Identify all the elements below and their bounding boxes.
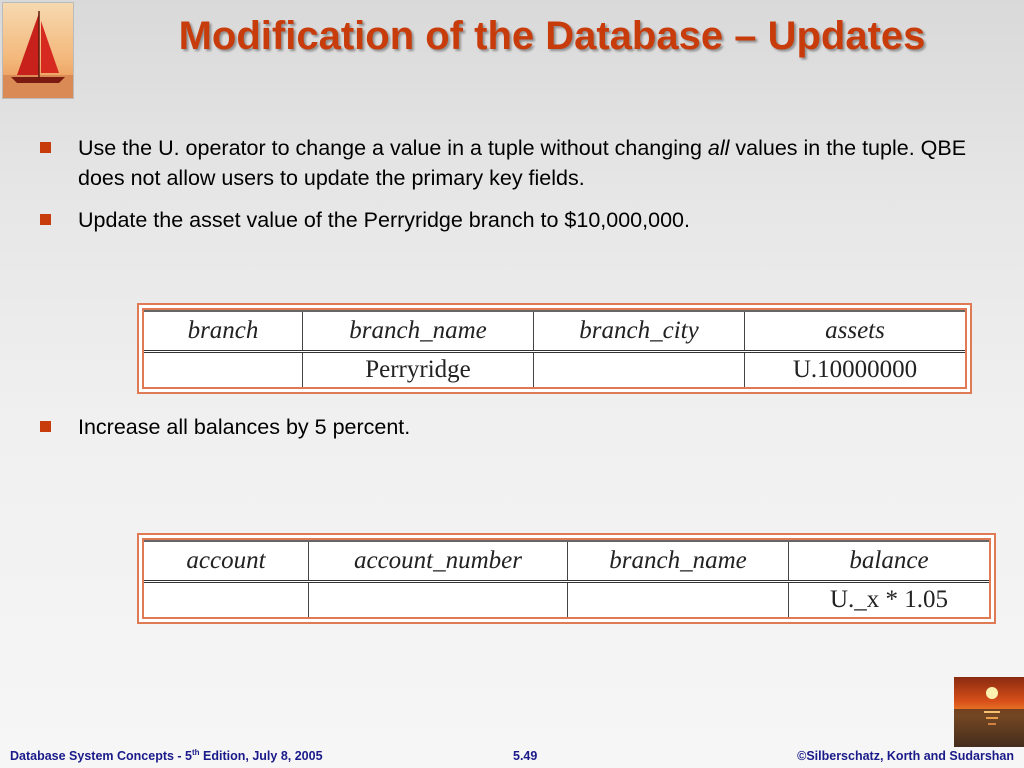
slide-title: Modification of the Database – Updates — [178, 14, 926, 58]
footer-left-text: Database System Concepts - 5 — [10, 749, 193, 763]
column-header: branch — [144, 311, 303, 352]
footer-left — [10, 748, 323, 763]
column-header: branch_name — [568, 541, 789, 582]
column-header: account_number — [309, 541, 568, 582]
sunset-icon — [954, 677, 1024, 747]
bullet-text-emphasis: all — [707, 136, 730, 160]
table-cell — [309, 582, 568, 618]
bullet-square-icon — [40, 421, 51, 432]
table-cell — [144, 352, 303, 388]
footer-right: ©Silberschatz, Korth and Sudarshan — [797, 749, 1014, 763]
account-qbe-table — [137, 533, 996, 624]
footer-left-rest: Edition, July 8, 2005 — [199, 749, 323, 763]
bullet-text-part: values in the tuple. QBE does not allow users to update the primary key fields. — [78, 136, 967, 190]
table-cell — [144, 582, 309, 618]
table-cell: Perryridge — [303, 352, 534, 388]
bullet-text: Update the asset value of the Perryridge branch to $10,000,000. — [78, 208, 690, 232]
table-cell — [534, 352, 745, 388]
column-header: assets — [745, 311, 966, 352]
bullet-item — [40, 133, 980, 193]
bullet-text-part: Use the U. operator to change a value in a tuple without changing — [78, 136, 708, 160]
sailboat-icon — [2, 2, 74, 99]
footer-left-sup: th — [192, 747, 200, 757]
bullet-text — [78, 133, 980, 193]
page-number: 5.49 — [513, 749, 538, 763]
bullet-item — [40, 205, 980, 235]
table-cell: U._x * 1.05 — [789, 582, 990, 618]
bullet-text: Increase all balances by 5 percent. — [78, 415, 411, 439]
table-header-row — [144, 311, 965, 352]
table-row — [144, 352, 965, 388]
bullet-square-icon — [40, 142, 51, 153]
slide-title-container — [80, 14, 1024, 59]
bullet-item — [40, 412, 980, 442]
column-header: branch_name — [303, 311, 534, 352]
table-header-row — [144, 541, 989, 582]
column-header: account — [144, 541, 309, 582]
column-header: balance — [789, 541, 990, 582]
bullet-square-icon — [40, 214, 51, 225]
column-header: branch_city — [534, 311, 745, 352]
table-row — [144, 582, 989, 618]
table-cell — [568, 582, 789, 618]
table-cell: U.10000000 — [745, 352, 966, 388]
branch-qbe-table — [137, 303, 972, 394]
